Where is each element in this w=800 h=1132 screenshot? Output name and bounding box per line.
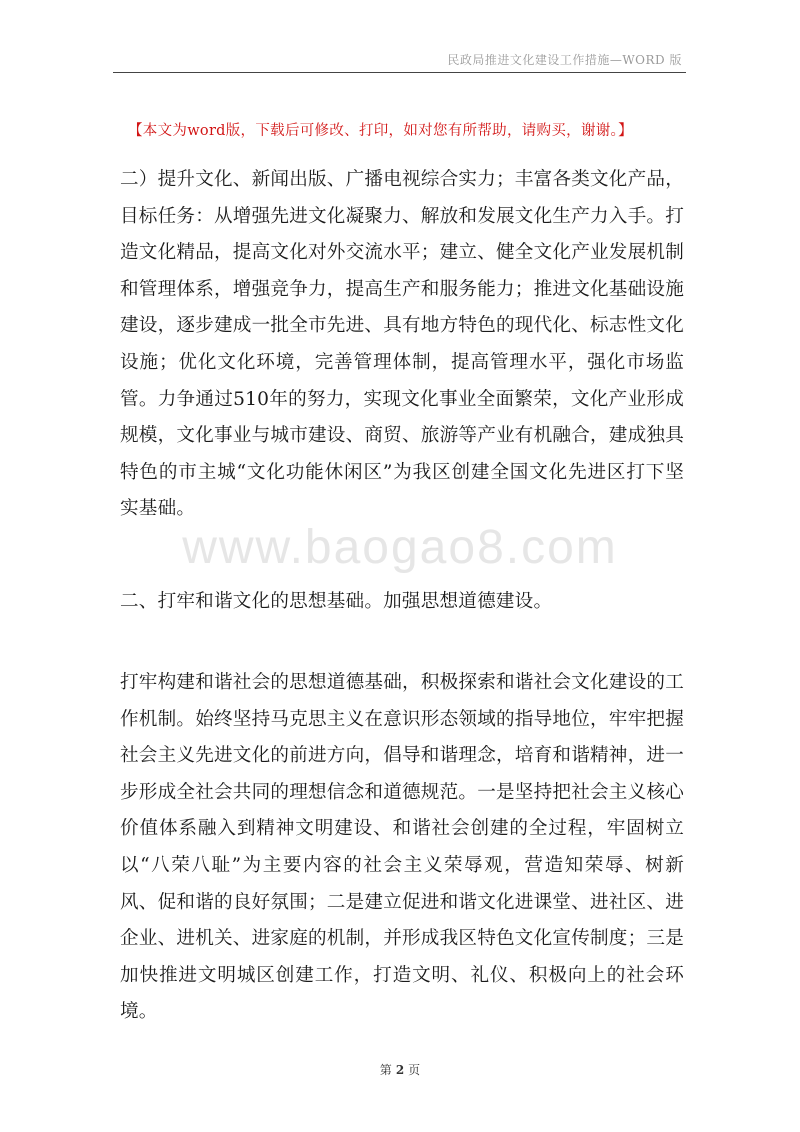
section-heading-ideological-foundation: 二、打牢和谐文化的思想基础。加强思想道德建设。 [120, 591, 553, 612]
paragraph-cultural-strength: 二）提升文化、新闻出版、广播电视综合实力；丰富各类文化产品，目标任务：从增强先进文化凝聚力、解放和发展文化生产力入手。打造文化精品，提高文化对外交流水平；建立、健全文化产业发展机制和管理体系，增强竞争力，提高生产和服务能力；推进文化基础设施建设，逐步建成一批全市先进、具有地方特色的现代化、标志性文化设施；优化文化环境，完善管理体制，提高管理水平，强化市场监管。力争通过510年的努力，实现文化事业全面繁荣，文化产业形成规模，文化事业与城市建设、商贸、旅游等产业有机融合，建成独具特色的市主城“文化功能休闲区”为我区创建全国文化先进区打下坚实基础。 [120, 169, 684, 520]
page-footer [0, 1061, 800, 1078]
running-header: 民政局推进文化建设工作措施—WORD 版 [447, 53, 682, 67]
watermark: www.baogao8.com [182, 521, 618, 574]
header-divider [113, 72, 686, 73]
page-label-prefix: 第 [379, 1063, 392, 1077]
purchase-notice: 【本文为word版，下载后可修改、打印，如对您有所帮助，请购买，谢谢。】 [128, 123, 633, 139]
page-label-suffix: 页 [408, 1063, 421, 1077]
page-number: 2 [395, 1063, 405, 1077]
paragraph-moral-foundation: 打牢构建和谐社会的思想道德基础，积极探索和谐社会文化建设的工作机制。始终坚持马克思主义在意识形态领域的指导地位，牢牢把握社会主义先进文化的前进方向，倡导和谐理念，培育和谐精神，进一步形成全社会共同的理想信念和道德规范。一是坚持把社会主义核心价值体系融入到精神文明建设、和谐社会创建的全过程，牢固树立以“八荣八耻”为主要内容的社会主义荣辱观，营造知荣辱、树新风、促和谐的良好氛围；二是建立促进和谐文化进课堂、进社区、进企业、进机关、进家庭的机制，并形成我区特色文化宣传制度；三是加快推进文明城区创建工作，打造文明、礼仪、积极向上的社会环境。 [120, 672, 684, 1023]
